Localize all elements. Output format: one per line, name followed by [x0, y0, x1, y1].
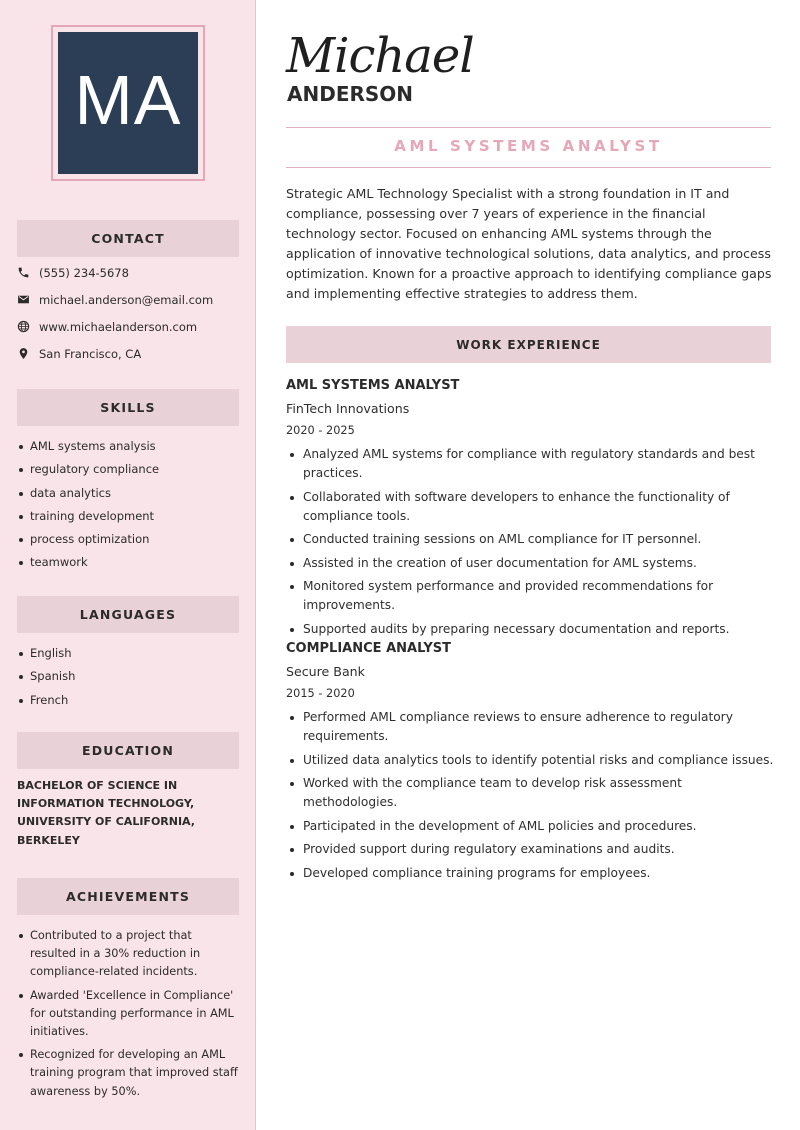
- skill-item: training development: [17, 509, 239, 532]
- contact-location: [17, 345, 141, 363]
- email-text[interactable]: michael.anderson@email.com: [39, 293, 214, 307]
- monogram-frame: [51, 25, 205, 181]
- achievement-item: Recognized for developing an AML training program that improved staff awareness by 50%.: [17, 1046, 239, 1101]
- achievement-item: Contributed to a project that resulted in a 30% reduction in compliance-related incidents.: [17, 927, 239, 982]
- first-name: Michael: [286, 28, 474, 84]
- location-pin-icon: [17, 347, 31, 361]
- job-bullet: Supported audits by preparing necessary documentation and reports.: [286, 620, 776, 639]
- language-item: French: [17, 693, 239, 716]
- skill-item: process optimization: [17, 532, 239, 555]
- skill-item: regulatory compliance: [17, 462, 239, 485]
- title-rule-bottom: [286, 167, 771, 168]
- skill-item: AML systems analysis: [17, 439, 239, 462]
- contact-email: [17, 291, 213, 309]
- location-text: San Francisco, CA: [39, 347, 142, 361]
- contact-website: [17, 318, 197, 336]
- education-degree: BACHELOR OF SCIENCE IN INFORMATION TECHNOLOGY, UNIVERSITY OF CALIFORNIA, BERKELEY: [17, 779, 195, 847]
- job-bullets: [286, 708, 776, 883]
- job-dates: 2015 - 2020: [286, 687, 355, 700]
- job-bullets: [286, 445, 776, 639]
- job-entry: [286, 377, 776, 644]
- work-experience-heading: WORK EXPERIENCE: [286, 326, 771, 363]
- achievement-item: Awarded 'Excellence in Compliance' for outstanding performance in AML initiatives.: [17, 987, 239, 1042]
- education-heading: EDUCATION: [17, 732, 239, 769]
- job-company: Secure Bank: [286, 664, 365, 679]
- phone-icon: [17, 266, 31, 280]
- contact-phone: [17, 264, 129, 282]
- job-company: FinTech Innovations: [286, 401, 410, 416]
- sidebar: [0, 0, 256, 1130]
- achievements-heading: ACHIEVEMENTS: [17, 878, 239, 915]
- title-rule-top: [286, 127, 771, 128]
- language-item: English: [17, 646, 239, 669]
- job-bullet: Provided support during regulatory examinations and audits.: [286, 840, 776, 859]
- skills-list: [17, 439, 239, 579]
- job-bullet: Assisted in the creation of user documentation for AML systems.: [286, 554, 776, 573]
- job-bullet: Worked with the compliance team to develop risk assessment methodologies.: [286, 774, 776, 812]
- skill-item: data analytics: [17, 486, 239, 509]
- job-bullet: Analyzed AML systems for compliance with regulatory standards and best practices.: [286, 445, 776, 483]
- summary-paragraph: Strategic AML Technology Specialist with a strong foundation in IT and compliance, possessing over 7 years of experience in the financial technology sector. Focused on enhancing AML systems through the application of innovative technological solutions, data analytics, and process optimization. Known for a proactive approach to identifying compliance gaps and implementing effective strategies to address them.: [286, 186, 772, 302]
- globe-icon: [17, 320, 31, 334]
- job-role: COMPLIANCE ANALYST: [286, 641, 451, 656]
- job-bullet: Performed AML compliance reviews to ensure adherence to regulatory requirements.: [286, 708, 776, 746]
- job-bullet: Collaborated with software developers to enhance the functionality of compliance tools.: [286, 488, 776, 526]
- last-name: ANDERSON: [287, 82, 414, 106]
- language-item: Spanish: [17, 669, 239, 692]
- job-dates: 2020 - 2025: [286, 424, 355, 437]
- website-text[interactable]: www.michaelanderson.com: [39, 320, 198, 334]
- email-icon: [17, 293, 31, 307]
- job-role: AML SYSTEMS ANALYST: [286, 378, 460, 393]
- languages-heading: LANGUAGES: [17, 596, 239, 633]
- professional-title: AML SYSTEMS ANALYST: [394, 137, 663, 155]
- skills-heading: SKILLS: [17, 389, 239, 426]
- languages-list: [17, 646, 239, 716]
- job-bullet: Conducted training sessions on AML compliance for IT personnel.: [286, 530, 776, 549]
- skill-item: teamwork: [17, 555, 239, 578]
- contact-heading: CONTACT: [17, 220, 239, 257]
- job-bullet: Developed compliance training programs for employees.: [286, 864, 776, 883]
- achievements-list: [17, 927, 239, 1106]
- monogram-initials: MA: [58, 32, 198, 174]
- phone-text: (555) 234-5678: [39, 266, 129, 280]
- job-entry: [286, 640, 776, 888]
- job-bullet: Utilized data analytics tools to identify potential risks and compliance issues.: [286, 751, 776, 770]
- job-bullet: Participated in the development of AML policies and procedures.: [286, 817, 776, 836]
- job-bullet: Monitored system performance and provided recommendations for improvements.: [286, 577, 776, 615]
